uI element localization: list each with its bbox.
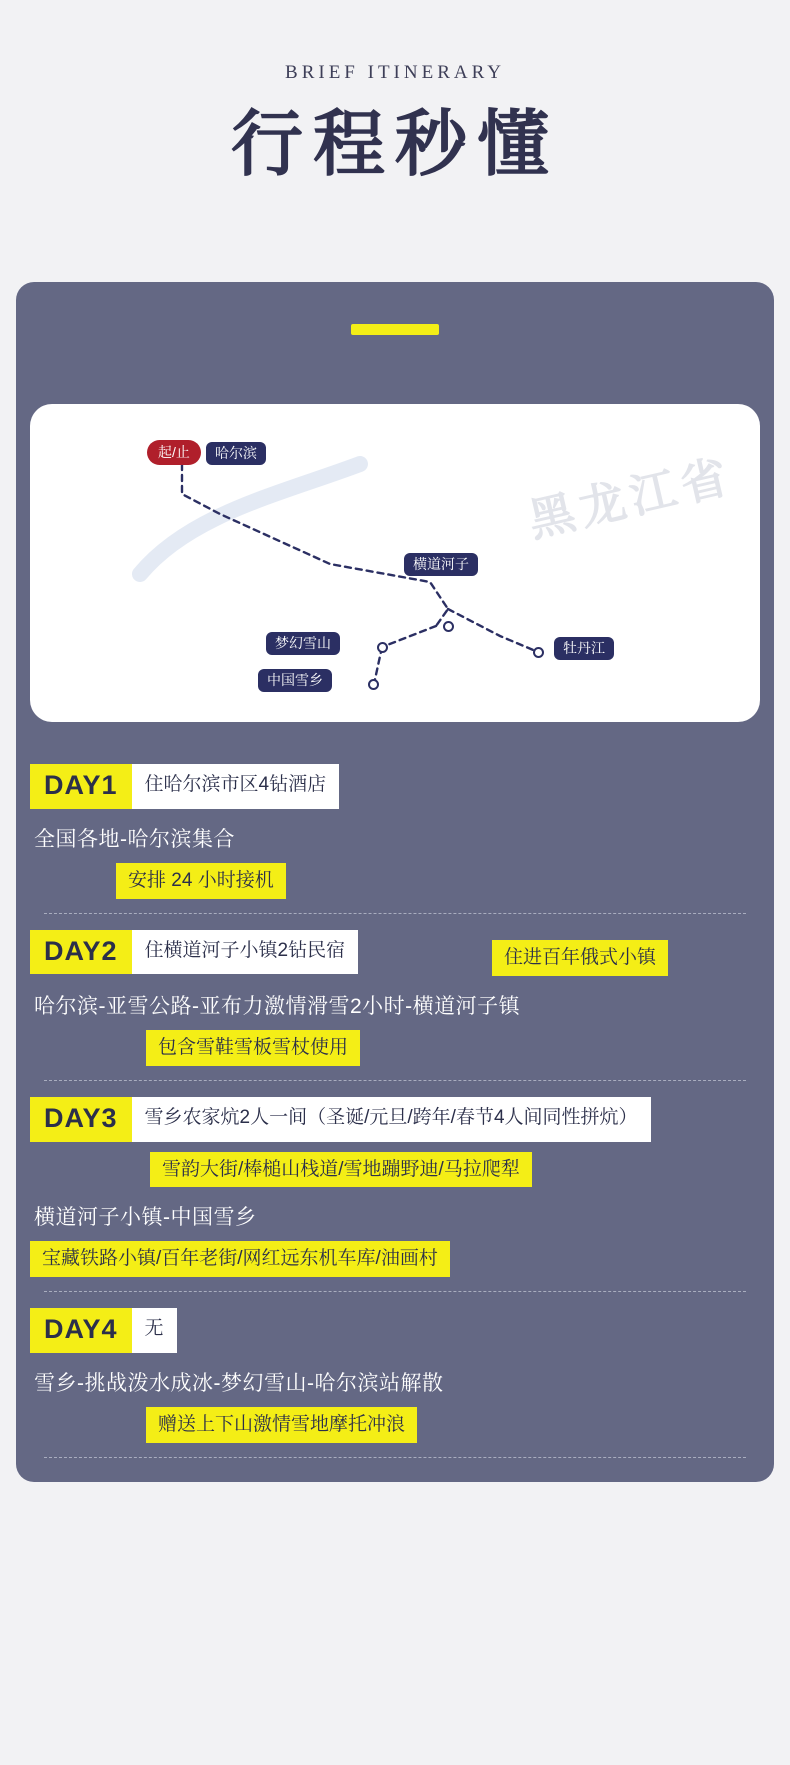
map-label-dream-snow-mountain: 梦幻雪山 (266, 632, 340, 655)
day-block-1 (16, 764, 774, 914)
map-node-hengdaohezi (443, 621, 454, 632)
day-tag-4: DAY4 (30, 1308, 132, 1353)
day-highlight-row-3-bottom (30, 1241, 760, 1277)
day-highlight-row-4 (30, 1407, 760, 1443)
itinerary-list (16, 748, 774, 1458)
map-node-mudanjiang (533, 647, 544, 658)
day-highlight-2-bottom-1: 包含雪鞋雪板雪杖使用 (146, 1030, 360, 1066)
map-label-harbin: 哈尔滨 (206, 442, 266, 465)
day-highlight-row-2-bottom (30, 1030, 760, 1066)
page-title: 行程秒懂 (230, 105, 559, 185)
day-block-3 (16, 1097, 774, 1292)
day-route-3: 横道河子小镇-中国雪乡 (34, 1206, 257, 1230)
day-highlight-4-1: 赠送上下山激情雪地摩托冲浪 (146, 1407, 417, 1443)
map-node-dream-snow-mountain (377, 642, 388, 653)
day-highlight-row-1 (30, 863, 760, 899)
map-label-china-snow-town: 中国雪乡 (258, 669, 332, 692)
day-divider-4 (44, 1457, 746, 1458)
day-header-1 (30, 764, 760, 809)
day-hotel-4: 无 (132, 1308, 177, 1353)
map-node-china-snow-town (368, 679, 379, 690)
day-tag-3: DAY3 (30, 1097, 132, 1142)
day-divider-2 (44, 1080, 746, 1081)
day-route-1: 全国各地-哈尔滨集合 (34, 827, 235, 851)
page-header (0, 0, 790, 185)
day-block-2 (16, 930, 774, 1081)
day-hotel-1: 住哈尔滨市区4钻酒店 (132, 764, 340, 809)
day-highlight-3-bottom-1: 宝藏铁路小镇/百年老街/网红远东机车库/油画村 (30, 1241, 450, 1277)
day-tag-2: DAY2 (30, 930, 132, 975)
day-divider-1 (44, 913, 746, 914)
day-route-2: 哈尔滨-亚雪公路-亚布力激情滑雪2小时-横道河子镇 (34, 995, 521, 1019)
panel-accent-bar (351, 324, 439, 335)
day-highlight-2-top-1: 住进百年俄式小镇 (492, 940, 668, 976)
day-highlight-row-3-top (30, 1152, 760, 1188)
map-label-mudanjiang: 牡丹江 (554, 637, 614, 660)
map-label-start-end: 起/止 (147, 440, 201, 465)
day-header-4 (30, 1308, 760, 1353)
day-header-3 (30, 1097, 760, 1142)
day-divider-3 (44, 1291, 746, 1292)
day-tag-1: DAY1 (30, 764, 132, 809)
map-watermark: 黑龙江省 (523, 450, 738, 547)
day-hotel-3: 雪乡农家炕2人一间（圣诞/元旦/跨年/春节4人间同性拼炕） (132, 1097, 651, 1142)
day-hotel-2: 住横道河子小镇2钻民宿 (132, 930, 359, 975)
day-highlight-3-top-1: 雪韵大街/棒槌山栈道/雪地蹦野迪/马拉爬犁 (150, 1152, 532, 1188)
day-route-4: 雪乡-挑战泼水成冰-梦幻雪山-哈尔滨站解散 (34, 1371, 444, 1395)
route-map-svg (30, 404, 760, 722)
route-map-card (30, 404, 760, 722)
day-block-4 (16, 1308, 774, 1458)
page-eyebrow: BRIEF ITINERARY (285, 62, 505, 83)
day-highlight-1-1: 安排 24 小时接机 (116, 863, 286, 899)
map-label-hengdaohezi: 横道河子 (404, 553, 478, 576)
